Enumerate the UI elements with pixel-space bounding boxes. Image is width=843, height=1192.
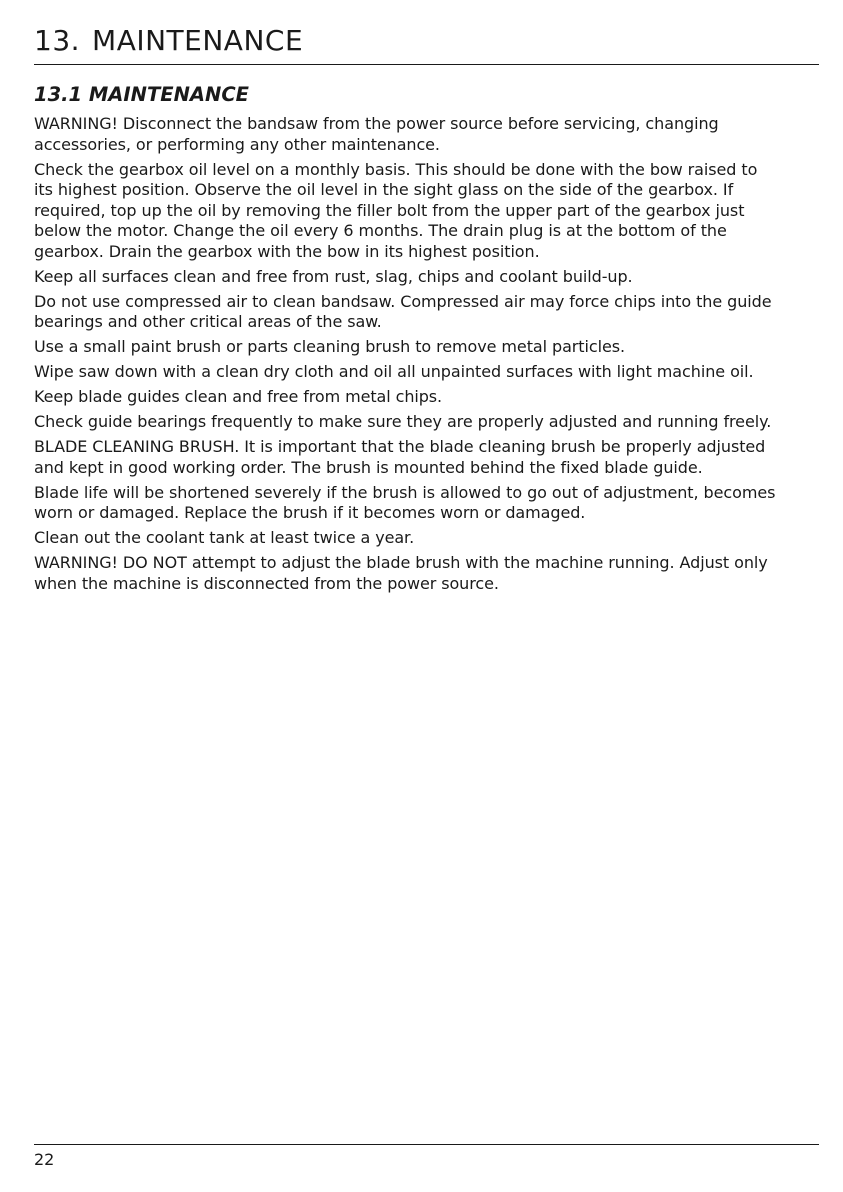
text-line: Wipe saw down with a clean dry cloth and oil all unpainted surfaces with light machine oil. [34,362,754,381]
page-footer [34,1144,819,1169]
page-number: 22 [34,1150,55,1169]
text-line: Do not use compressed air to clean bandsaw. Compressed air may force chips into the guide [34,291,772,311]
chapter-number: 13. [34,24,81,57]
page-header [34,22,819,65]
paragraph [34,387,824,408]
text-line: WARNING! Disconnect the bandsaw from the power source before servicing, changing [34,114,719,133]
text-line: accessories, or performing any other maintenance. [34,134,440,154]
paragraph [34,412,824,433]
paragraph [34,267,824,288]
page-title [34,24,303,58]
text-line: Keep all surfaces clean and free from rust, slag, chips and coolant build-up. [34,266,633,286]
text-line: BLADE CLEANING BRUSH. It is important that the blade cleaning brush be properly adjusted [34,437,766,456]
text-line: Keep blade guides clean and free from metal chips. [34,387,443,406]
paragraph [34,553,824,594]
text-line: gearbox. Drain the gearbox with the bow in its highest position. [34,241,540,261]
text-line: Use a small paint brush or parts cleaning brush to remove metal particles. [34,337,625,356]
paragraph [34,483,824,524]
text-line: Blade life will be shortened severely if the brush is allowed to go out of adjustment, becomes [34,482,776,502]
text-line: below the motor. Change the oil every 6 months. The drain plug is at the bottom of the [34,221,727,240]
maintenance-content [34,114,824,599]
paragraph [34,528,824,549]
text-line: bearings and other critical areas of the saw. [34,312,382,331]
text-line: worn or damaged. Replace the brush if it becomes worn or damaged. [34,503,586,522]
paragraph [34,337,824,358]
paragraph [34,362,824,383]
text-line: when the machine is disconnected from the power source. [34,573,499,593]
paragraph [34,437,824,478]
text-line: and kept in good working order. The brush is mounted behind the fixed blade guide. [34,457,703,477]
text-line: Clean out the coolant tank at least twice a year. [34,528,415,547]
paragraph [34,114,824,155]
paragraph [34,160,824,263]
paragraph [34,292,824,333]
text-line: WARNING! DO NOT attempt to adjust the blade brush with the machine running. Adjust only [34,553,768,572]
text-line: required, top up the oil by removing the filler bolt from the upper part of the gearbox just [34,200,745,220]
chapter-title: MAINTENANCE [92,24,304,57]
section-heading: 13.1 MAINTENANCE [34,83,249,106]
text-line: Check the gearbox oil level on a monthly basis. This should be done with the bow raised to [34,159,758,179]
text-line: its highest position. Observe the oil level in the sight glass on the side of the gearbox. If [34,180,734,199]
text-line: Check guide bearings frequently to make sure they are properly adjusted and running freely. [34,412,772,431]
